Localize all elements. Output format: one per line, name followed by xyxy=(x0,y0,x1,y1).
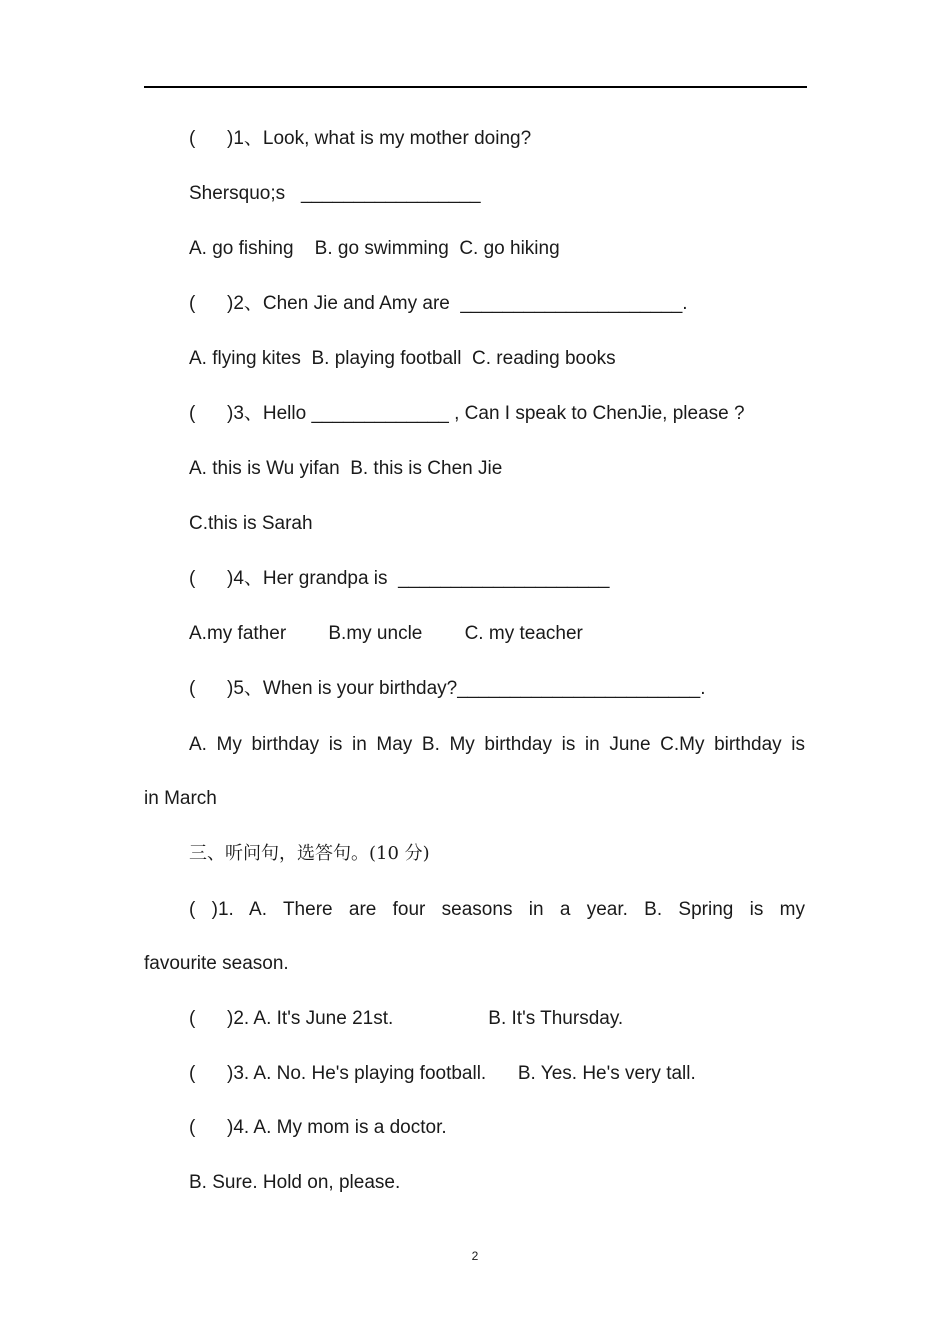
q3-option-c: C.this is Sarah xyxy=(189,513,313,534)
q1-question: ( )1、Look, what is my mother doing? xyxy=(189,128,532,149)
s3-q3: ( )3. A. No. He's playing football. B. Yes. He's very tall. xyxy=(189,1063,696,1084)
s3-q2: ( )2. A. It's June 21st. B. It's Thursday. xyxy=(189,1008,624,1029)
s3-q4-option-b: B. Sure. Hold on, please. xyxy=(189,1172,401,1193)
q3-question: ( )3、Hello _____________ , Can I speak to ChenJie, please ? xyxy=(189,403,745,424)
q2-options: A. flying kites B. playing football C. reading books xyxy=(189,348,616,369)
q5-options-line2: in March xyxy=(144,788,217,809)
q4-options: A.my father B.my uncle C. my teacher xyxy=(189,623,583,644)
s3-q1-line1: ( )1. A. There are four seasons in a year. B. Spring is my xyxy=(189,899,805,920)
q2-question: ( )2、Chen Jie and Amy are _____________________. xyxy=(189,293,688,314)
q5-options-line1: A. My birthday is in May B. My birthday is in June C.My birthday is xyxy=(189,734,805,755)
section3-title: 三、听问句，选答句。(10 分) xyxy=(189,843,430,864)
q1-options: A. go fishing B. go swimming C. go hiking xyxy=(189,238,560,259)
s3-q1-line2: favourite season. xyxy=(144,953,289,974)
s3-q4: ( )4. A. My mom is a doctor. xyxy=(189,1117,447,1138)
page-number: 2 xyxy=(471,1249,479,1263)
q3-options-ab: A. this is Wu yifan B. this is Chen Jie xyxy=(189,458,503,479)
header-rule xyxy=(144,86,807,88)
q1-answer-blank: Shersquo;s _________________ xyxy=(189,183,481,204)
q5-question: ( )5、When is your birthday?_______________________. xyxy=(189,678,706,699)
q4-question: ( )4、Her grandpa is ____________________ xyxy=(189,568,610,589)
